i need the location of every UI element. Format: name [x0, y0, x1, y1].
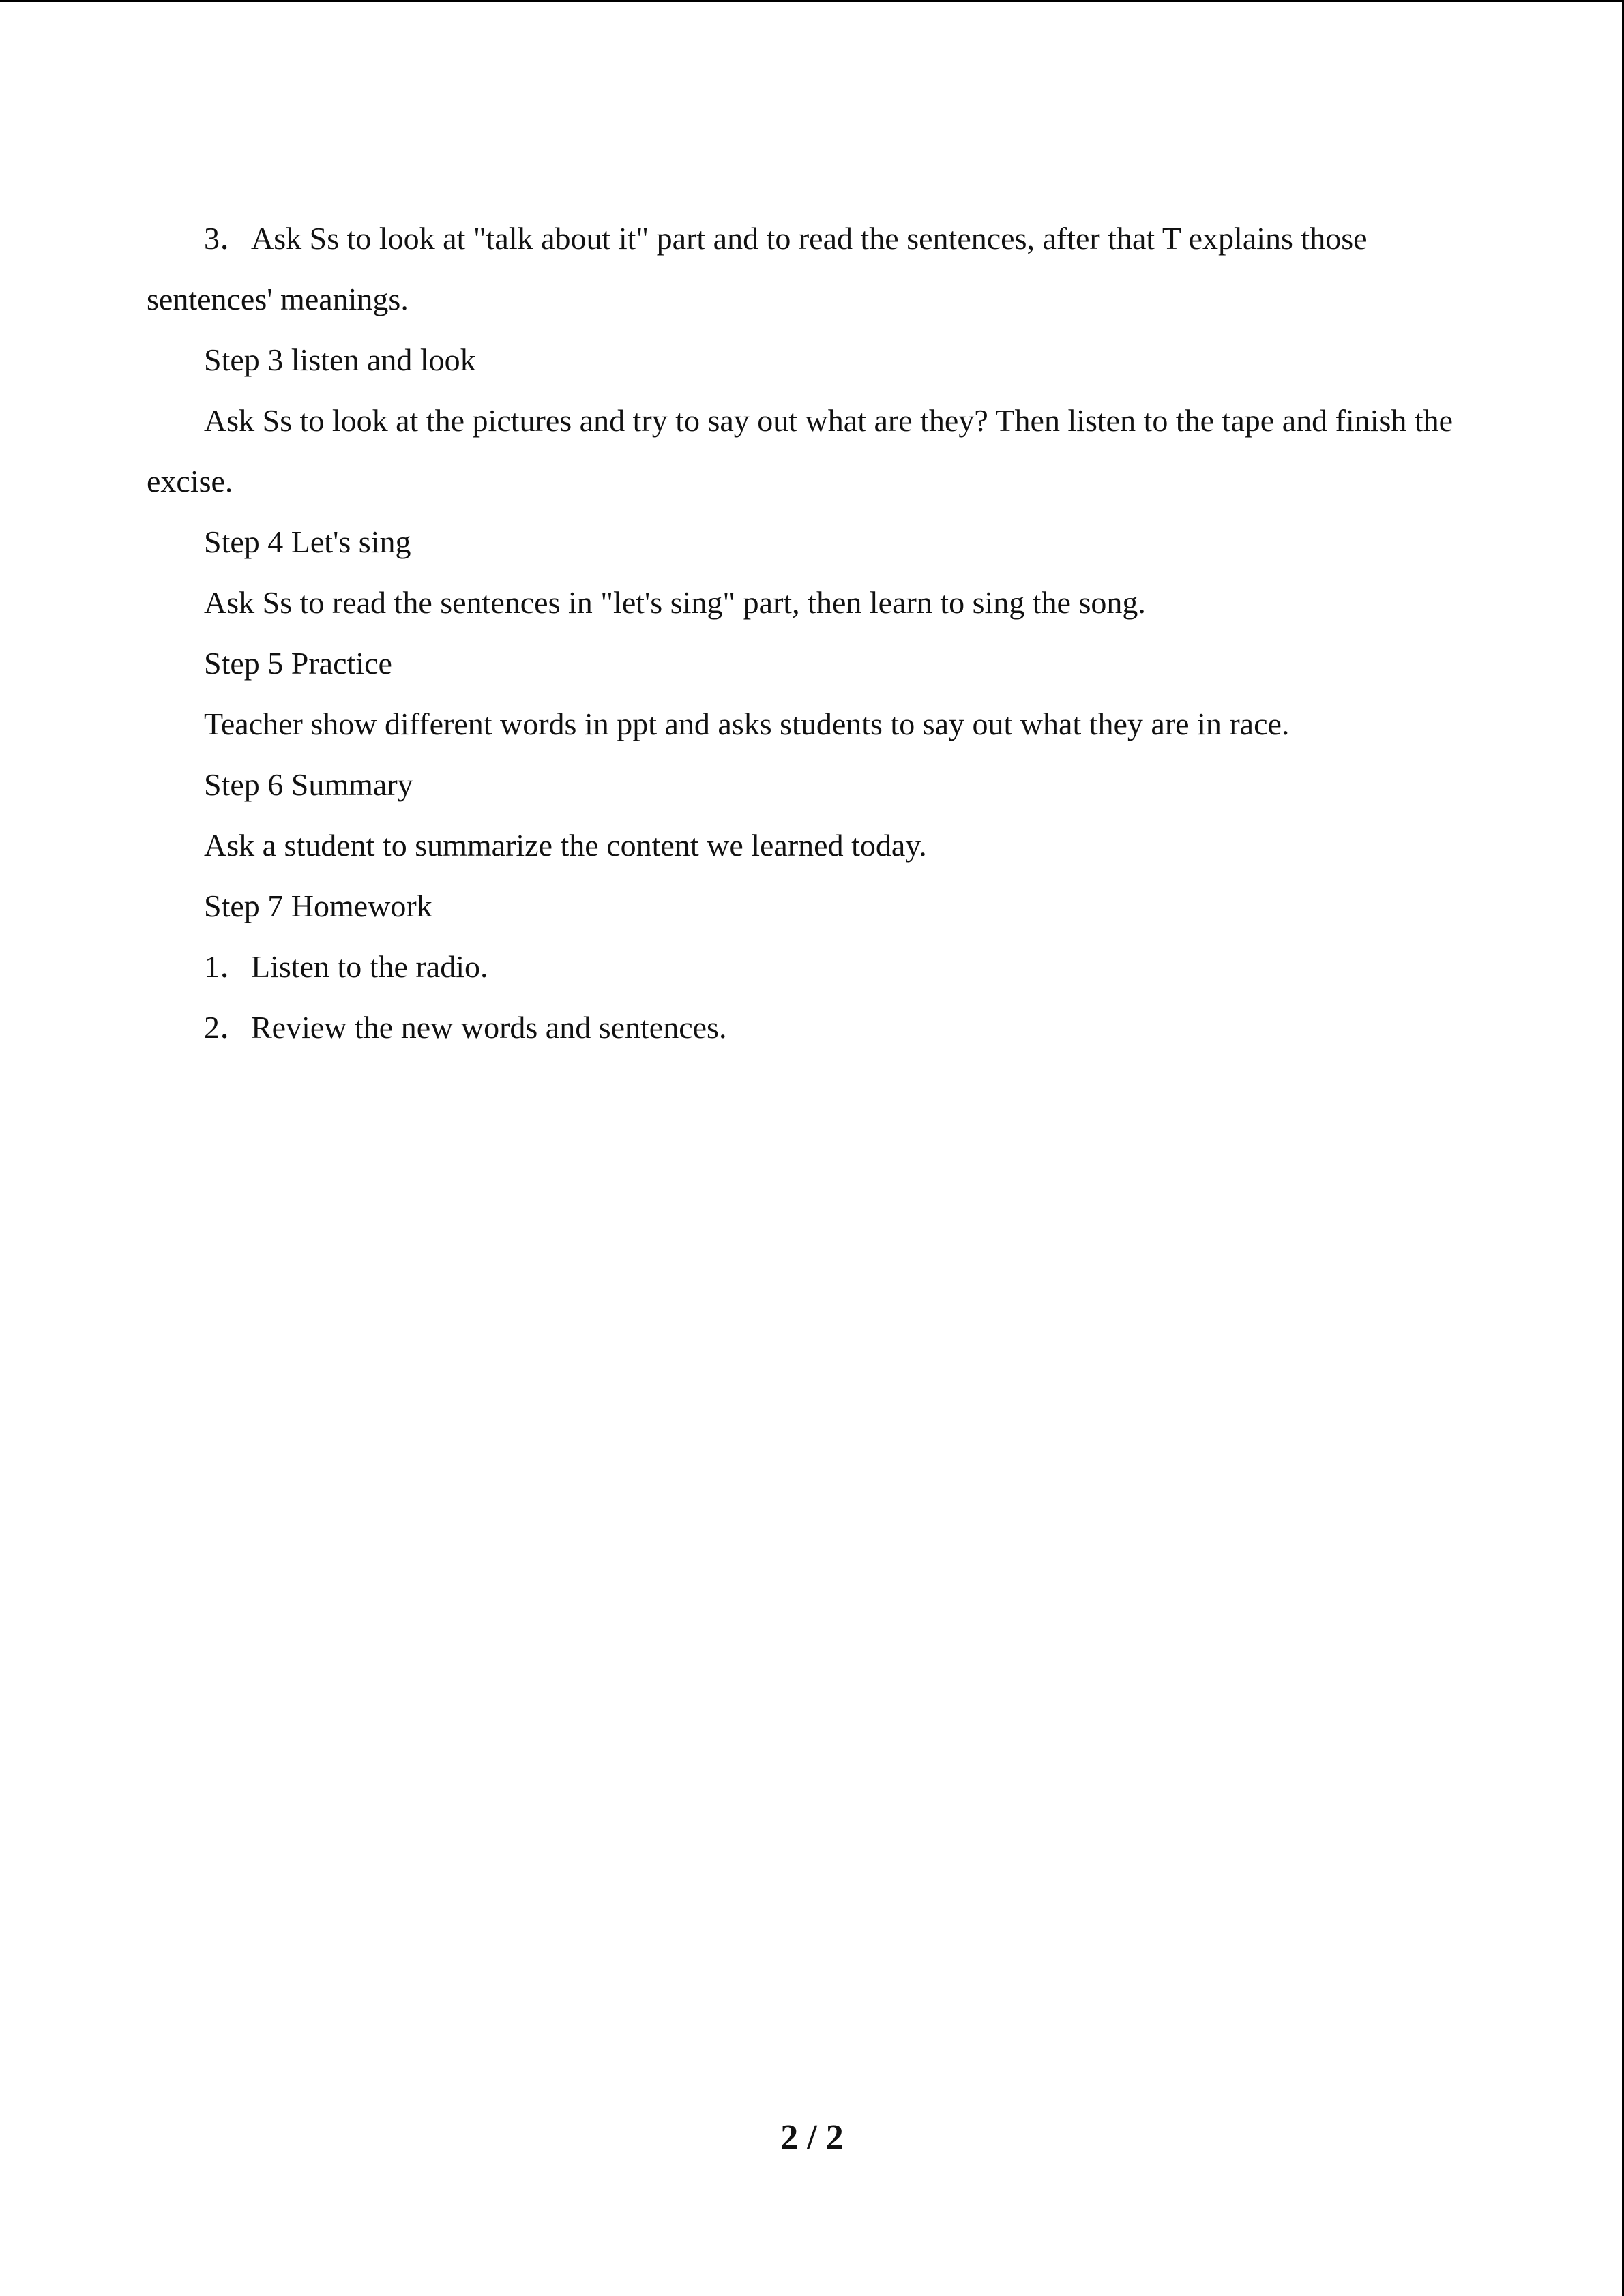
homework-item-2: 2．Review the new words and sentences. — [204, 1010, 727, 1045]
heading-step-4: Step 4 Let's sing — [204, 524, 411, 559]
paragraph-step4: Ask Ss to read the sentences in "let's sing" part, then learn to sing the song. — [204, 585, 1146, 620]
page-number: 2 / 2 — [780, 2118, 844, 2157]
document-body — [147, 208, 1490, 1058]
heading-step-3: Step 3 listen and look — [204, 342, 476, 377]
paragraph-step2-item3: 3．Ask Ss to look at "talk about it" part and to read the sentences, after that T explains those sentences' meanings. — [147, 221, 1368, 316]
paragraph-step5: Teacher show different words in ppt and asks students to say out what they are in race. — [204, 706, 1290, 741]
heading-step-5: Step 5 Practice — [204, 646, 392, 681]
heading-step-7: Step 7 Homework — [204, 889, 432, 923]
page-border-top — [0, 0, 1624, 2]
heading-step-6: Step 6 Summary — [204, 767, 413, 802]
paragraph-step3: Ask Ss to look at the pictures and try to say out what are they? Then listen to the tape and finish the excise. — [147, 403, 1453, 498]
paragraph-step6: Ask a student to summarize the content we learned today. — [204, 828, 927, 863]
homework-item-1: 1．Listen to the radio. — [204, 949, 488, 984]
